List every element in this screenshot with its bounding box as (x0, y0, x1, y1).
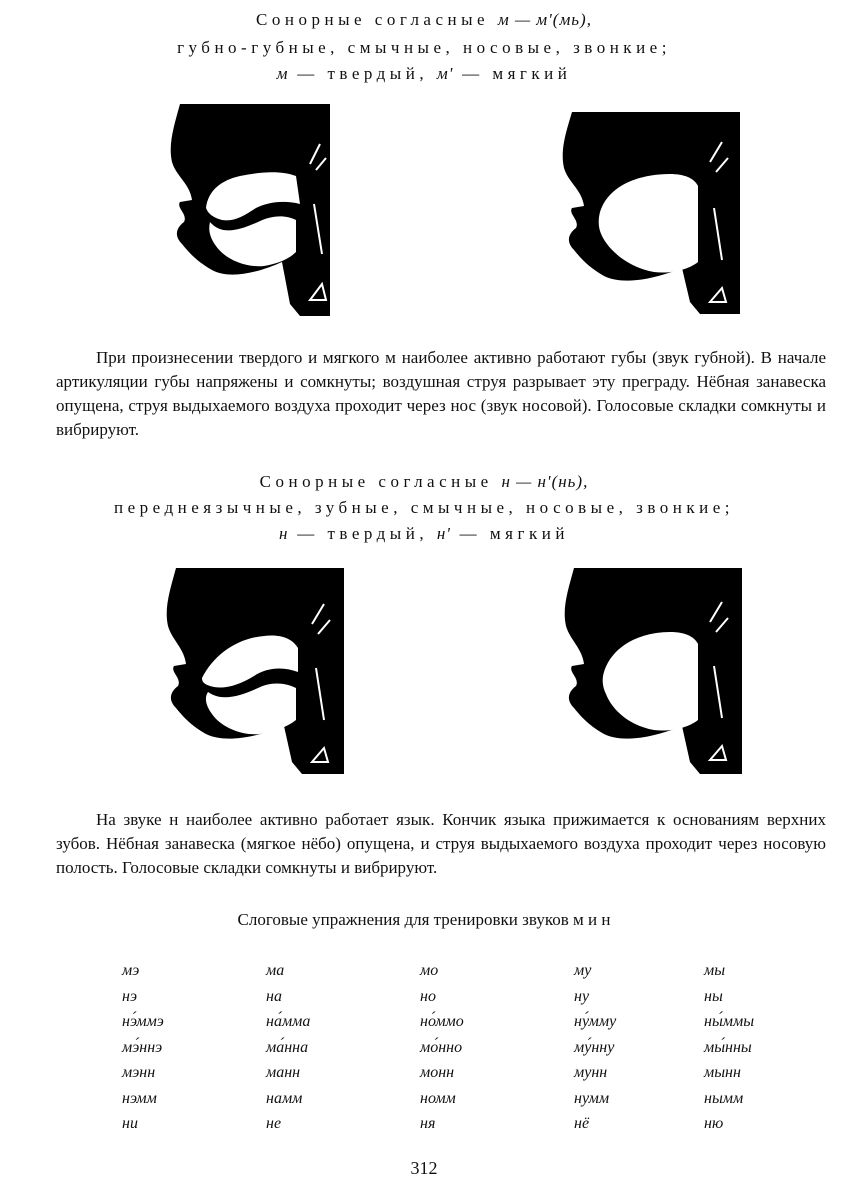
syllable-item: нымм (704, 1089, 744, 1107)
syllable-item: ню (704, 1115, 724, 1132)
section-m-title-line1 (0, 8, 848, 32)
section-n-soft-label: н' (436, 524, 451, 543)
page-number: 312 (410, 1158, 438, 1178)
articulation-diagram-m-hard (150, 104, 330, 316)
section-n-hard-text: — твердый, (288, 524, 437, 543)
section-m-soft-text: — мягкий (453, 64, 572, 83)
syllable-item: не (266, 1115, 282, 1132)
syllable-item: ни (122, 1115, 138, 1132)
syllable-item: но́ммо (420, 1013, 464, 1030)
syllable-item: му (574, 962, 592, 979)
syllable-item: мэ́ннэ (122, 1038, 163, 1056)
section-n-title-line3 (0, 522, 848, 546)
section-m-hard-text: — твердый, (288, 64, 437, 83)
syllable-item: ма́нна (266, 1038, 309, 1056)
section-n-paragraph-text: На звуке н наиболее активно работает язык. Кончик языка прижимается к основаниям верхних зубов. Нёбная занавеска (мягкое нёбо) опущена, и струя выдыхаемого воздуха проходит через носовую полость. Голосовые складки сомкнуты и вибрируют. (56, 810, 826, 877)
syllable-item: на (266, 987, 282, 1005)
articulation-diagram-m-soft (538, 112, 740, 314)
section-n-title-line1 (0, 470, 848, 494)
syllable-item: нэ́ммэ (122, 1013, 164, 1030)
section-n-title-sounds: н — н'(нь), (501, 472, 589, 491)
syllable-item: мынн (704, 1064, 741, 1081)
syllable-item: мо (420, 962, 439, 979)
section-n-soft-text: — мягкий (450, 524, 569, 543)
syllable-item: монн (420, 1064, 455, 1081)
articulation-diagram-n-hard (142, 568, 344, 774)
syllable-item: ны́ммы (704, 1013, 755, 1030)
section-m-paragraph-text: При произнесении твердого и мягкого м наиболее активно работают губы (звук губной). В начале артикуляции губы напряжены и сомкнуты; воздушная струя разрывает эту преграду. Нёбная занавеска опущена, струя выдыхаемого воздуха проходит через нос (звук носовой). Голосовые складки сомкнуты и вибрируют. (56, 348, 826, 439)
section-n-title-line2: переднеязычные, зубные, смычные, носовые, звонкие; (114, 498, 734, 517)
section-m-title-line3 (0, 62, 848, 86)
syllable-item: мэнн (122, 1064, 156, 1081)
syllable-item: намм (266, 1089, 303, 1107)
section-m-soft-label: м' (436, 64, 454, 83)
section-m-hard-label: м (276, 64, 289, 83)
syllable-item: на́мма (266, 1013, 311, 1030)
syllable-item: мунн (574, 1064, 608, 1081)
section-m-paragraph (56, 346, 826, 442)
syllable-item: нё (574, 1115, 590, 1132)
syllable-item: ну (574, 987, 590, 1005)
section-m-title-line2: губно-губные, смычные, носовые, звонкие; (177, 38, 671, 57)
section-m-title-sounds: м — м'(мь), (497, 10, 592, 29)
syllable-item: нэ (122, 987, 137, 1005)
syllable-item: ня (420, 1115, 436, 1132)
articulation-diagram-n-soft (540, 568, 742, 774)
section-m-title-prefix: Сонорные согласные (256, 10, 498, 29)
syllable-item: му́нну (574, 1038, 615, 1056)
section-n-paragraph (56, 808, 826, 880)
syllable-item: нэмм (122, 1089, 157, 1107)
syllable-item: но (420, 987, 436, 1005)
section-n-title-prefix: Сонорные согласные (259, 472, 502, 491)
section-n-hard-label: н (279, 524, 289, 543)
syllable-item: манн (266, 1064, 301, 1081)
syllable-item: ны (704, 987, 723, 1005)
syllable-item: мэ (122, 962, 140, 979)
exercises-title: Слоговые упражнения для тренировки звуков м и н (237, 910, 611, 929)
syllable-item: мо́нно (420, 1038, 463, 1056)
syllable-item: мы (704, 962, 726, 979)
syllable-item: ма (266, 962, 285, 979)
syllable-item: мы́нны (704, 1038, 752, 1056)
syllable-item: ну́мму (574, 1013, 617, 1030)
syllable-item: номм (420, 1089, 456, 1107)
syllable-item: нумм (574, 1089, 610, 1107)
